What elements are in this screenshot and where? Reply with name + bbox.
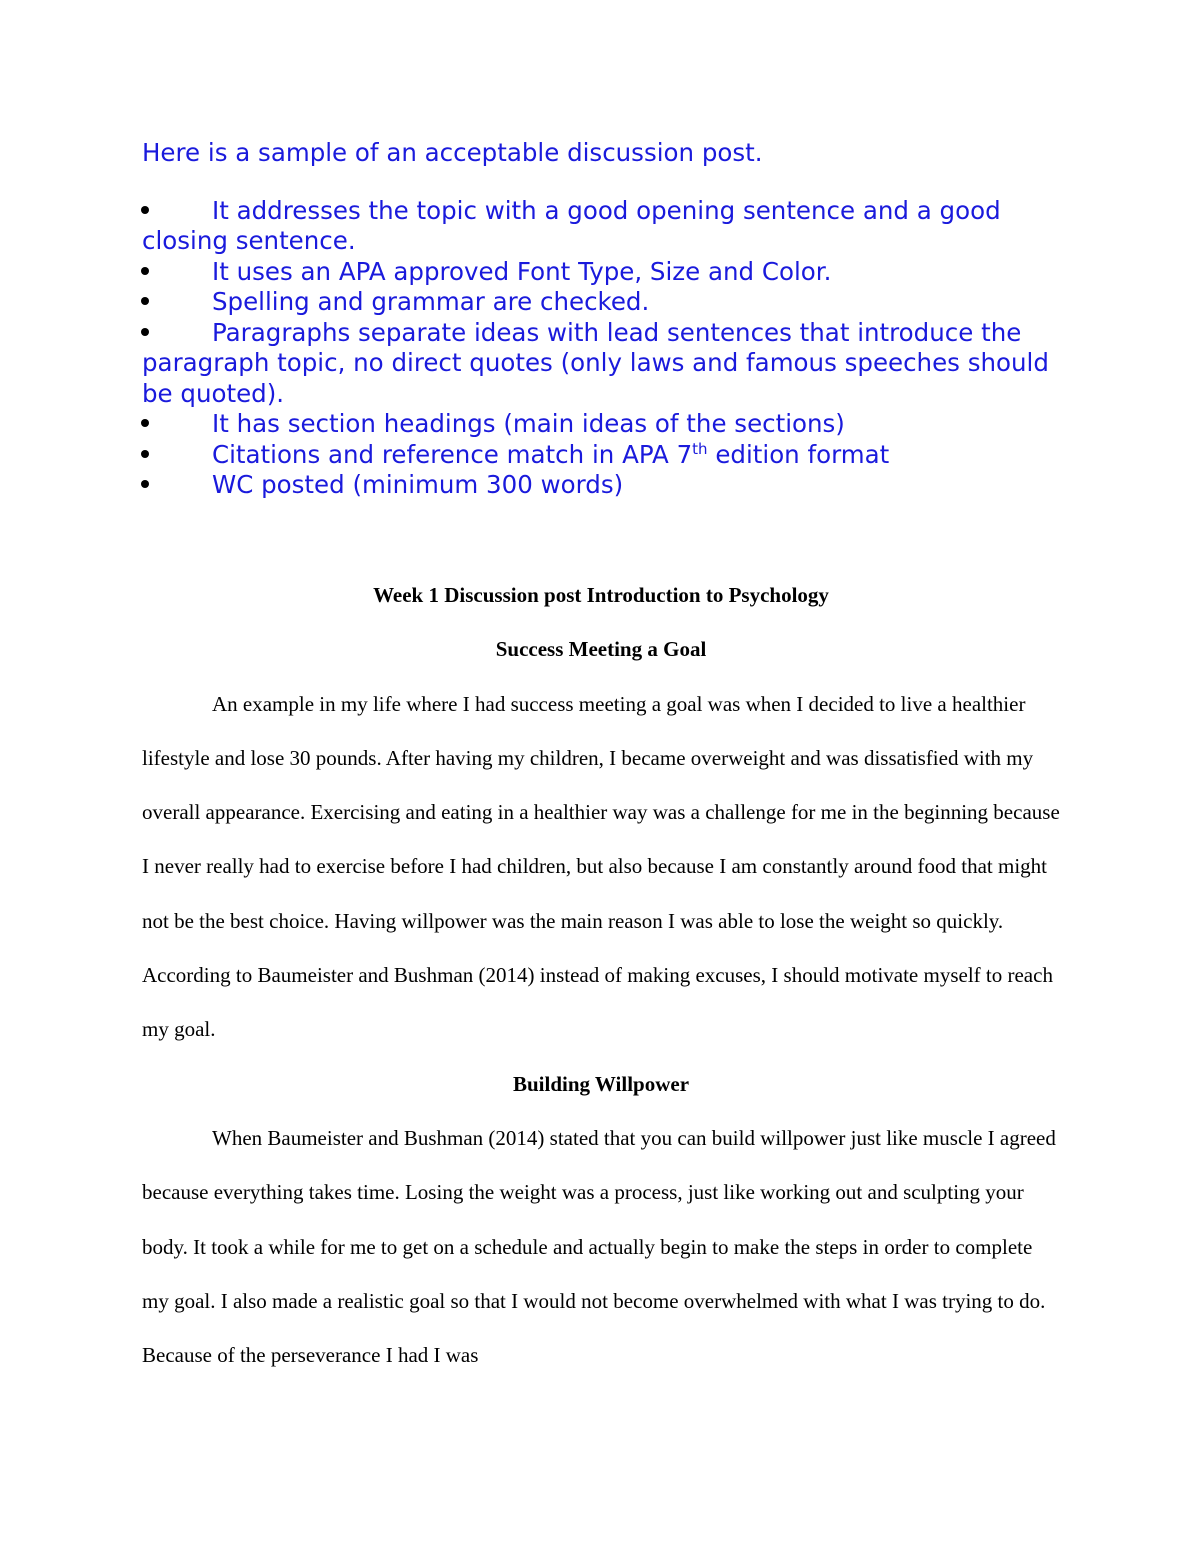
section-heading: Success Meeting a Goal xyxy=(495,637,707,662)
bullet-icon xyxy=(141,480,149,488)
note-title: Here is a sample of an acceptable discussion post. xyxy=(142,138,763,167)
requirement-item xyxy=(142,196,1072,257)
section-heading: Building Willpower xyxy=(512,1071,690,1096)
requirement-item xyxy=(142,470,1072,501)
citation-text-after: edition format xyxy=(707,439,890,469)
requirement-item xyxy=(142,257,1072,288)
requirement-text: It uses an APA approved Font Type, Size and Color. xyxy=(212,256,832,286)
bullet-icon xyxy=(141,206,149,214)
bullet-icon xyxy=(141,328,149,336)
body-paragraph: An example in my life where I had success meeting a goal was when I decided to live a healthier lifestyle and lose 30 pounds. After having my children, I became overweight and was dissatisfied with my overall appearance. Exercising and eating in a healthier way was a challenge for me in the beginning because I never really had to exercise before I had children, but also because I am constantly around food that might not be the best choice. Having willpower was the main reason I was able to lose the weight so quickly. According to Baumeister and Bushman (2014) instead of making excuses, I should motivate myself to reach my goal. xyxy=(142,691,1060,1042)
requirement-item xyxy=(142,287,1072,318)
essay-title: Week 1 Discussion post Introduction to Psychology xyxy=(373,583,829,607)
bullet-icon xyxy=(141,450,149,458)
requirement-text: It addresses the topic with a good opening sentence and a good closing sentence. xyxy=(142,195,1001,255)
requirements-list xyxy=(142,196,1072,501)
requirement-text: It has section headings (main ideas of the sections) xyxy=(212,409,845,438)
essay xyxy=(142,568,1060,1382)
requirement-text: Spelling and grammar are checked. xyxy=(212,287,650,316)
requirement-item xyxy=(142,409,1072,440)
bullet-icon xyxy=(141,267,149,275)
requirement-text: Paragraphs separate ideas with lead sentences that introduce the paragraph topic, no direct quotes (only laws and famous speeches should be quoted). xyxy=(142,317,1049,408)
requirement-item xyxy=(142,440,1072,471)
superscript-th: th xyxy=(692,439,708,458)
requirement-text: WC posted (minimum 300 words) xyxy=(212,470,624,499)
sample-post-note xyxy=(142,138,1072,501)
bullet-icon xyxy=(141,297,149,305)
body-paragraph: When Baumeister and Bushman (2014) stated that you can build willpower just like muscle I agreed because everything takes time. Losing the weight was a process, just like working out and sculpting your body. It took a while for me to get on a schedule and actually begin to make the steps in order to complete my goal. I also made a realistic goal so that I would not become overwhelmed with what I was trying to do. Because of the perseverance I had I was xyxy=(142,1125,1056,1368)
bullet-icon xyxy=(141,419,149,427)
requirement-item xyxy=(142,318,1072,410)
citation-text-before: Citations and reference match in APA 7 xyxy=(212,439,693,469)
